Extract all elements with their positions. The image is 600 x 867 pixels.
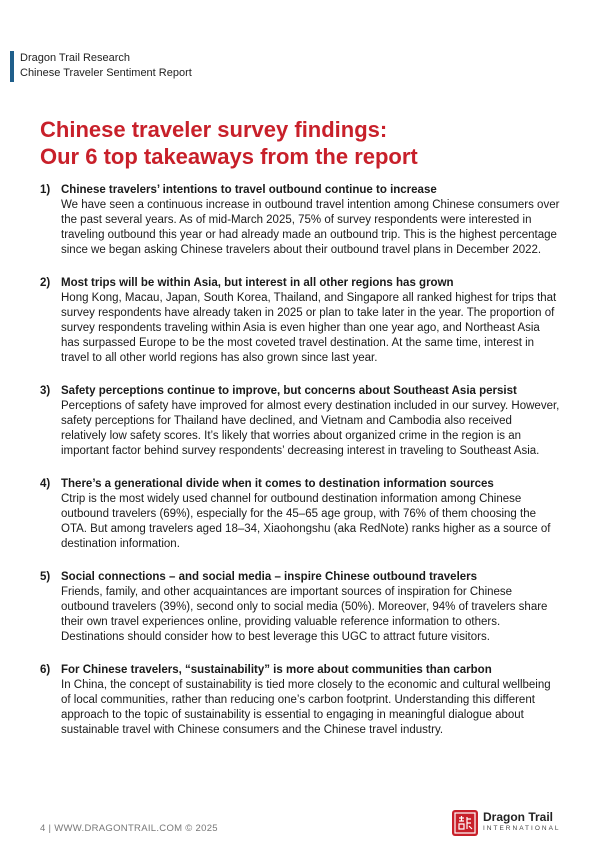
takeaway-heading: Safety perceptions continue to improve, but concerns about Southeast Asia persist: [61, 385, 517, 397]
title-line-2: Our 6 top takeaways from the report: [40, 144, 418, 169]
header-org: Dragon Trail Research: [20, 52, 131, 64]
logo-name: Dragon Trail: [483, 810, 554, 824]
logo-subtitle: INTERNATIONAL: [483, 825, 561, 832]
takeaway-heading: Most trips will be within Asia, but interest in all other regions has grown: [61, 277, 454, 289]
takeaway-body: Ctrip is the most widely used channel for outbound destination information among Chinese outbound travelers (69%), especially for the 45–65 age group, with 76% of them choosing the OTA. But among travelers aged 18–34, Xiaohongshu (aka RedNote) ranks higher as a source of destination information.: [61, 493, 551, 550]
logo-seal-icon: [454, 812, 476, 834]
takeaways-list: [40, 182, 560, 755]
takeaway-item: [40, 275, 560, 366]
takeaway-body: Friends, family, and other acquaintances are important sources of inspiration for Chinese outbound travelers (39%), second only to social media (50%). Moreover, 94% of travelers share their own travel experiences online, providing valuable reference information to others. Destinations should consider how to best leverage this UGC to attract future visitors.: [61, 586, 548, 643]
header-report: Chinese Traveler Sentiment Report: [20, 67, 192, 79]
takeaway-number: 4): [40, 478, 51, 490]
takeaway-heading: Chinese travelers’ intentions to travel outbound continue to increase: [61, 184, 437, 196]
takeaway-heading: Social connections – and social media – inspire Chinese outbound travelers: [61, 571, 478, 583]
page-footer: 4 | WWW.DRAGONTRAIL.COM © 2025: [40, 823, 218, 834]
page-title: [40, 116, 560, 170]
takeaway-body: In China, the concept of sustainability is tied more closely to the economic and cultural wellbeing of local communities, rather than reducing one’s carbon footprint. Understanding this different approach to the topic of sustainability is essential to engaging in meaningful dialogue about sustainable travel with Chinese consumers and the Chinese travel industry.: [61, 679, 551, 736]
takeaway-number: 2): [40, 277, 51, 289]
takeaway-number: 6): [40, 664, 51, 676]
takeaway-number: 5): [40, 571, 51, 583]
takeaway-number: 1): [40, 184, 51, 196]
takeaway-item: [40, 182, 560, 258]
report-header: [10, 51, 192, 82]
takeaway-number: 3): [40, 385, 51, 397]
takeaway-heading: There’s a generational divide when it comes to destination information sources: [61, 478, 494, 490]
takeaway-body: Hong Kong, Macau, Japan, South Korea, Thailand, and Singapore all ranked highest for trips that survey respondents have already taken in 2025 or plan to take later in the year. The proportion of survey respondents traveling within Asia is even higher than one year ago, and Northeast Asia has surpassed Europe to be the most coveted travel destination. At the same time, interest in travel to all other world regions has also grown since last year.: [61, 292, 557, 364]
takeaway-body: We have seen a continuous increase in outbound travel intention among Chinese consumers over the past several years. As of mid-March 2025, 75% of survey respondents were interested in traveling outbound this year or had already made an outbound trip. This is the highest percentage since we began asking Chinese travelers about their outbound travel plans in December 2022.: [61, 199, 560, 256]
takeaway-heading: For Chinese travelers, “sustainability” is more about communities than carbon: [61, 664, 492, 676]
takeaway-item: [40, 383, 560, 459]
takeaway-body: Perceptions of safety have improved for almost every destination included in our survey. However, safety perceptions for Thailand have declined, and Vietnam and Cambodia also received relatively low safety scores. It’s likely that worries about organized crime in the region is an important factor behind survey respondents’ decreasing interest in traveling to Southeast Asia.: [61, 400, 560, 457]
logo-mark-icon: [452, 810, 478, 836]
takeaway-item: [40, 662, 560, 738]
takeaway-item: [40, 476, 560, 552]
dragon-trail-logo: [452, 810, 561, 836]
title-line-1: Chinese traveler survey findings:: [40, 117, 388, 142]
takeaway-item: [40, 569, 560, 645]
